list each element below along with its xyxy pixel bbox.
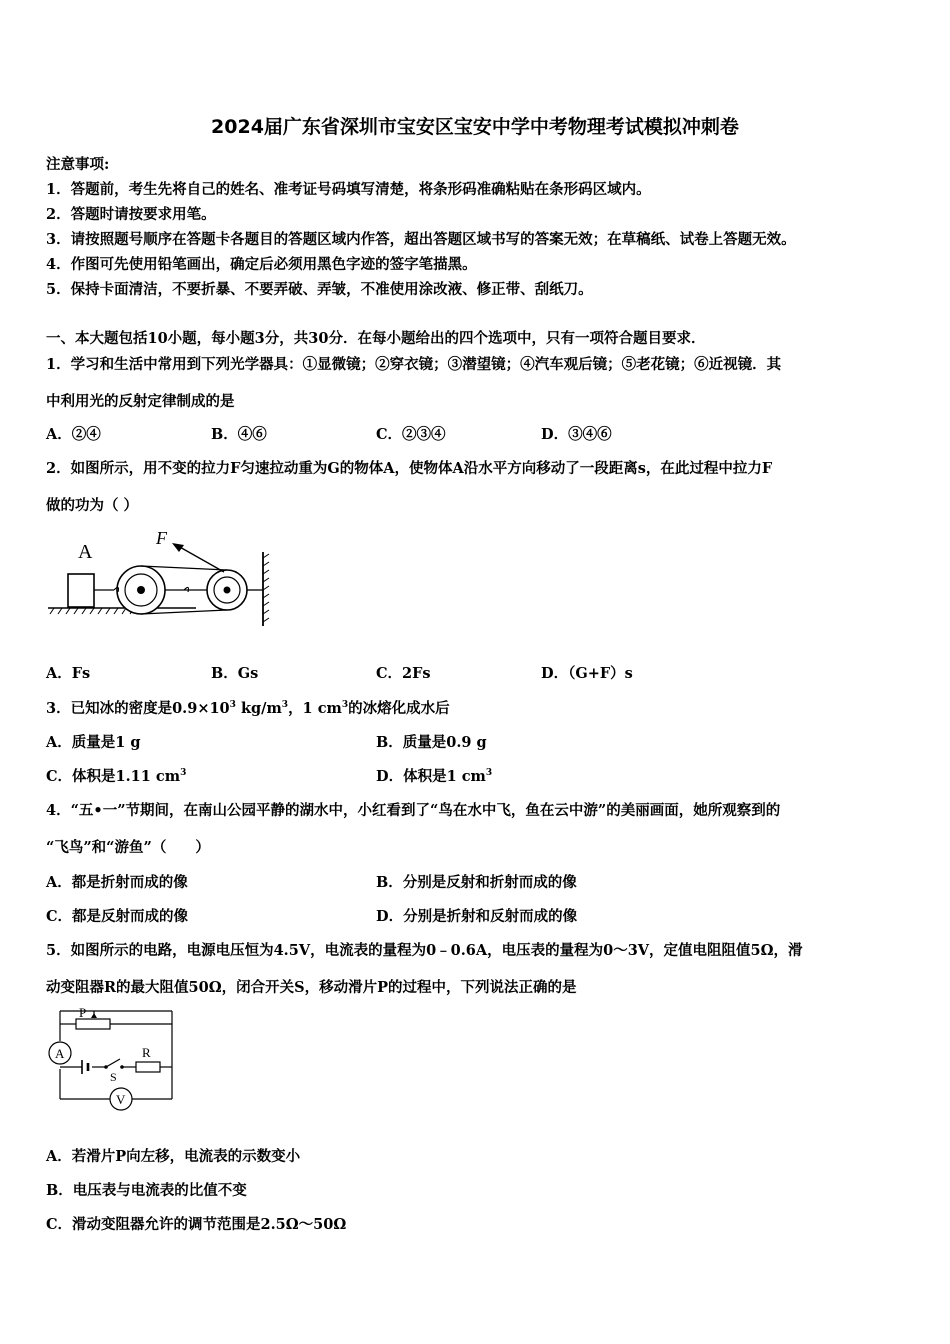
fig-label-a: A: [55, 1046, 65, 1061]
q1-option-b: B．④⑥: [211, 426, 267, 443]
notice-item: 5．保持卡面清洁，不要折暴、不要弄破、弄皱，不准使用涂改液、修正带、刮纸刀。: [46, 281, 593, 298]
fig-label-p: P: [79, 1005, 87, 1020]
q3-option-c: C．体积是1.11 $cm^3$: [46, 768, 187, 785]
q1-option-c: C．②③④: [376, 426, 446, 443]
notice-item: 4．作图可先使用铅笔画出，确定后必须用黑色字迹的签字笔描黑。: [46, 256, 477, 273]
fig-label-v: V: [116, 1092, 126, 1107]
notice-item: 1．答题前，考生先将自己的姓名、准考证号码填写清楚，将条形码准确粘贴在条形码区域内。: [46, 181, 651, 198]
circuit-diagram: [42, 1005, 182, 1115]
q3-option-a: A．质量是1 g: [46, 734, 141, 751]
q5-text-line1: 5．如图所示的电路，电源电压恒为4.5V，电流表的量程为0﹣0.6A，电压表的量程为0～3V，定值电阻阻值5Ω，滑: [46, 942, 803, 959]
fig-label-s: S: [110, 1070, 117, 1084]
q1-option-a: A．②④: [46, 426, 101, 443]
q4-option-c: C．都是反射而成的像: [46, 908, 189, 925]
q5-option-a: A．若滑片P向左移，电流表的示数变小: [46, 1148, 301, 1165]
pulley-diagram: [44, 522, 274, 630]
q1-text-line2: 中利用光的反射定律制成的是: [46, 393, 235, 410]
q3-text: 3．已知冰的密度是$0.9\times 10^3$ $kg/m^3$，1 $cm^3$的冰熔化成水后: [46, 700, 450, 717]
q2-option-b: B．Gs: [211, 665, 259, 682]
q2-option-a: A．Fs: [46, 665, 91, 682]
q5-text-line2: 动变阻器R的最大阻值50Ω，闭合开关S，移动滑片P的过程中，下列说法正确的是: [46, 979, 577, 996]
q4-option-a: A．都是折射而成的像: [46, 874, 188, 891]
q1-text-line1: 1．学习和生活中常用到下列光学器具：①显微镜；②穿衣镜；③潜望镜；④汽车观后镜；⑤老花镜；⑥近视镜．其: [46, 356, 782, 373]
q2-option-c: C．2Fs: [376, 665, 431, 682]
fig-label-f: F: [156, 528, 167, 548]
q4-option-d: D．分别是折射和反射而成的像: [376, 908, 578, 925]
q5-option-c: C．滑动变阻器允许的调节范围是2.5Ω～50Ω: [46, 1216, 347, 1233]
notice-item: 2．答题时请按要求用笔。: [46, 206, 216, 223]
q1-option-d: D．③④⑥: [541, 426, 612, 443]
fig-label-a: A: [78, 541, 93, 563]
section-heading: 一、本大题包括10小题，每小题3分，共30分．在每小题给出的四个选项中，只有一项符合题目要求．: [46, 330, 706, 347]
notice-item: 3．请按照题号顺序在答题卡各题目的答题区域内作答，超出答题区域书写的答案无效；在草稿纸、试卷上答题无效。: [46, 231, 796, 248]
page-title: 2024届广东省深圳市宝安区宝安中学中考物理考试模拟冲刺卷: [211, 116, 739, 138]
q2-text-line2: 做的功为（ ）: [46, 497, 139, 514]
q5-option-b: B．电压表与电流表的比值不变: [46, 1182, 247, 1199]
q4-text-line2: “飞鸟”和“游鱼”（ ）: [46, 839, 210, 856]
q3-option-d: D．体积是1 $cm^3$: [376, 768, 493, 785]
notice-heading: 注意事项:: [46, 156, 110, 173]
q4-option-b: B．分别是反射和折射而成的像: [376, 874, 577, 891]
q3-option-b: B．质量是0.9 g: [376, 734, 487, 751]
q2-text-line1: 2．如图所示，用不变的拉力F匀速拉动重为G的物体A，使物体A沿水平方向移动了一段距离s，在此过程中拉力F: [46, 460, 773, 477]
fig-label-r: R: [142, 1045, 151, 1060]
q4-text-line1: 4．“五•一”节期间，在南山公园平静的湖水中，小红看到了“鸟在水中飞，鱼在云中游”的美丽画面，她所观察到的: [46, 802, 781, 819]
q2-option-d: D．（G+F）s: [541, 665, 633, 682]
